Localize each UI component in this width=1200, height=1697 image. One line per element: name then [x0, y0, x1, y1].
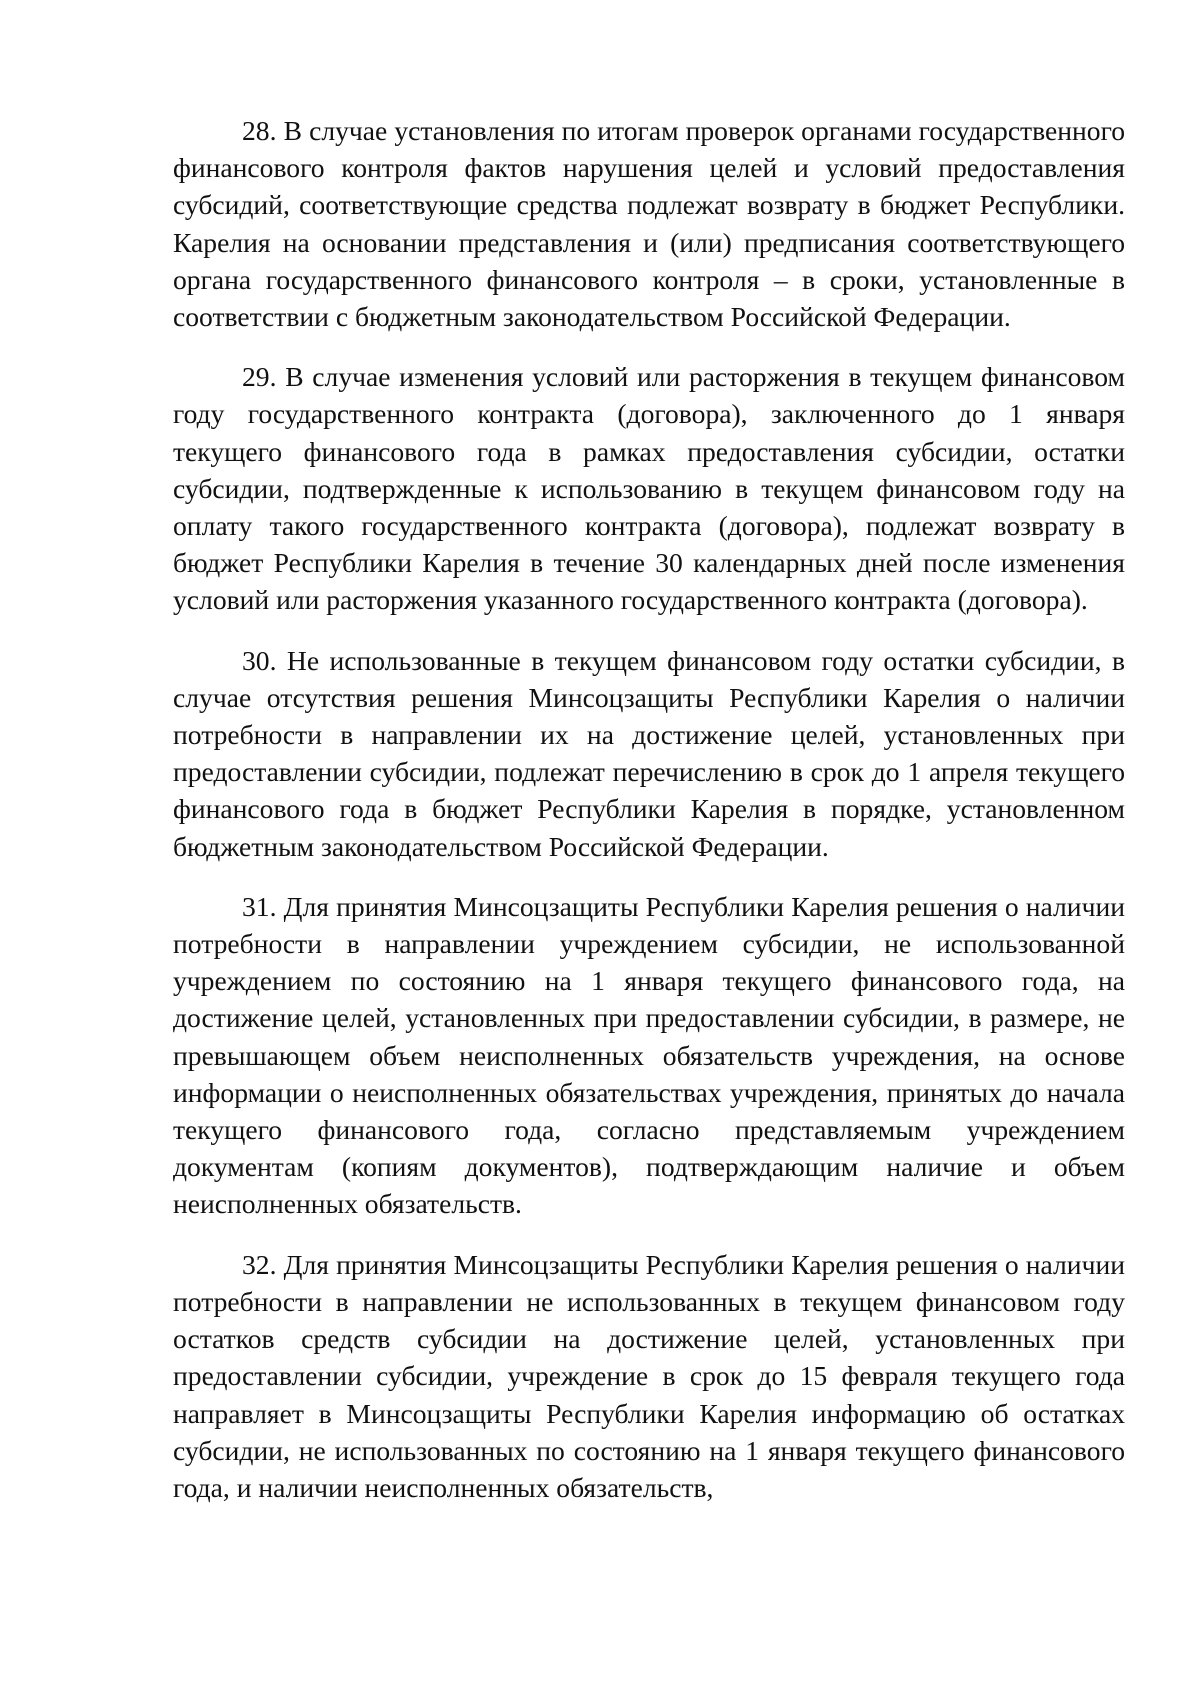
paragraph-29: 29. В случае изменения условий или расторжения в текущем финансовом году государственного контракта (договора), заключенного до 1 января текущего финансового года в рамках предоставления субсидии, остатки субсидии, подтвержденные к использованию в текущем финансовом году на оплату такого государственного контракта (договора), подлежат возврату в бюджет Республики Карелия в течение 30 календарных дней после изменения условий или расторжения указанного государственного контракта (договора).: [173, 361, 1125, 616]
paragraph-30: 30. Не использованные в текущем финансовом году остатки субсидии, в случае отсутствия решения Минсоцзащиты Республики Карелия о наличии потребности в направлении их на достижение целей, установленных при предоставлении субсидии, подлежат перечислению в срок до 1 апреля текущего финансового года в бюджет Республики Карелия в порядке, установленном бюджетным законодательством Российской Федерации.: [173, 644, 1125, 862]
paragraph-28: 28. В случае установления по итогам проверок органами государственного финансового контроля фактов нарушения целей и условий предоставления субсидий, соответствующие средства подлежат возврату в бюджет Республики. Карелия на основании представления и (или) предписания соответствующего органа государственного финансового контроля – в сроки, установленные в соответствии с бюджетным законодательством Российской Федерации.: [173, 115, 1125, 333]
paragraph-31: 31. Для принятия Минсоцзащиты Республики Карелия решения о наличии потребности в направлении учреждением субсидии, не использованной учреждением по состоянию на 1 января текущего финансового года, на достижение целей, установленных при предоставлении субсидии, в размере, не превышающем объем неисполненных обязательств учреждения, на основе информации о неисполненных обязательствах учреждения, принятых до начала текущего финансового года, согласно представляемым учреждением документам (копиям документов), подтверждающим наличие и объем неисполненных обязательств.: [173, 890, 1125, 1220]
paragraph-32: 32. Для принятия Минсоцзащиты Республики Карелия решения о наличии потребности в направлении не использованных в текущем финансовом году остатков средств субсидии на достижение целей, установленных при предоставлении субсидии, учреждение в срок до 15 февраля текущего года направляет в Минсоцзащиты Республики Карелия информацию об остатках субсидии, не использованных по состоянию на 1 января текущего финансового года, и наличии неисполненных обязательств,: [173, 1248, 1125, 1503]
document-page: [173, 112, 1125, 1529]
